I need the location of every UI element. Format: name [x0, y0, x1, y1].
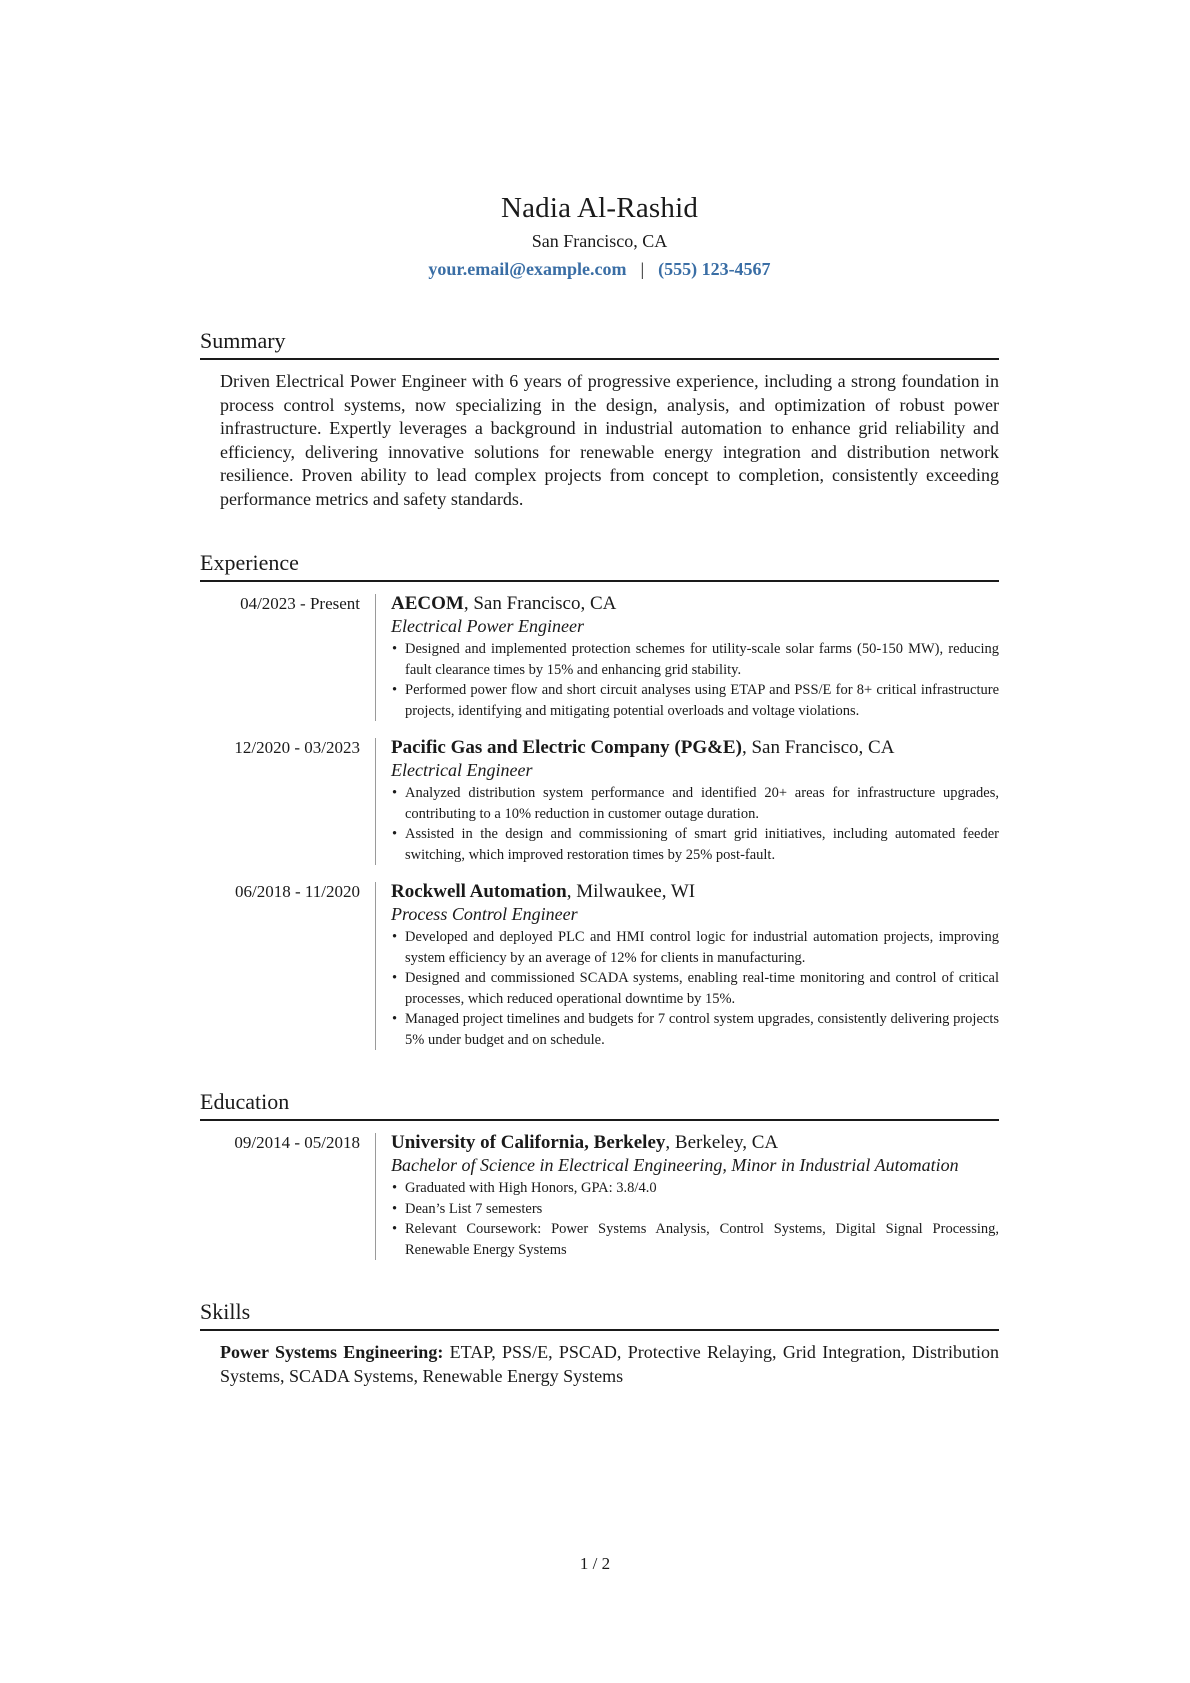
bullet-item: • Developed and deployed PLC and HMI control logic for industrial automation projects, improving system efficiency by an average of 12% for clients in manufacturing. — [391, 927, 999, 968]
skills-heading: Skills — [200, 1298, 999, 1331]
entry-heading — [391, 592, 999, 615]
summary-heading: Summary — [200, 327, 999, 360]
email-link[interactable]: your.email@example.com — [428, 259, 627, 279]
entry-organization: AECOM — [391, 593, 464, 614]
experience-heading: Experience — [200, 549, 999, 582]
experience-entry — [200, 736, 999, 865]
entry-body — [376, 1131, 999, 1260]
entry-bullets — [391, 783, 999, 865]
entry-heading — [391, 736, 999, 759]
entry-dates: 12/2020 - 03/2023 — [234, 738, 360, 757]
education-section — [200, 1088, 999, 1260]
entry-role: Process Control Engineer — [391, 904, 578, 924]
entry-role: Electrical Power Engineer — [391, 616, 584, 636]
page-number: 1 / 2 — [579, 1554, 611, 1573]
bullet-item: • Dean’s List 7 semesters — [391, 1199, 999, 1220]
skills-section — [200, 1298, 999, 1388]
bullet-item: • Performed power flow and short circuit analyses using ETAP and PSS/E for 8+ critical infrastructure projects, identifying and mitigating potential overloads and voltage violations. — [391, 680, 999, 721]
entry-location: , Milwaukee, WI — [566, 881, 696, 902]
entry-dates: 09/2014 - 05/2018 — [234, 1133, 360, 1152]
entry-body — [376, 592, 999, 721]
entry-bullets — [391, 927, 999, 1050]
skills-list: ETAP, PSS/E, PSCAD, Protective Relaying, Grid Integration, Distribution Systems, SCADA Systems, Renewable Energy Systems — [220, 1342, 999, 1386]
entry-heading — [391, 1131, 999, 1154]
entry-degree: Bachelor of Science in Electrical Engineering, Minor in Industrial Automation — [391, 1155, 959, 1175]
entry-organization: University of California, Berkeley — [391, 1132, 666, 1153]
summary-section — [200, 327, 999, 511]
entry-bullets — [391, 639, 999, 721]
bullet-item: • Assisted in the design and commissioning of smart grid initiatives, including automated feeder switching, which improved restoration times by 25% post-fault. — [391, 824, 999, 865]
phone-link[interactable]: (555) 123-4567 — [658, 259, 771, 279]
entry-organization: Rockwell Automation — [391, 881, 567, 902]
candidate-name: Nadia Al-Rashid — [500, 192, 699, 224]
experience-section — [200, 549, 999, 1050]
entry-organization: Pacific Gas and Electric Company (PG&E) — [391, 737, 742, 758]
summary-text: Driven Electrical Power Engineer with 6 years of progressive experience, including a strong foundation in process control systems, now specializing in the design, analysis, and optimization of robust power infrastructure. Expertly leverages a background in industrial automation to enhance grid reliability and efficiency, delivering innovative solutions for renewable energy integration and distribution network resilience. Proven ability to lead complex projects from concept to completion, consistently exceeding performance metrics and safety standards. — [220, 371, 999, 509]
resume-header — [200, 190, 999, 282]
entry-location: , Berkeley, CA — [665, 1132, 779, 1153]
entry-bullets — [391, 1178, 999, 1260]
experience-entry — [200, 592, 999, 721]
education-heading: Education — [200, 1088, 999, 1121]
bullet-item: • Managed project timelines and budgets for 7 control system upgrades, consistently delivering projects 5% under budget and on schedule. — [391, 1009, 999, 1050]
bullet-item: • Analyzed distribution system performance and identified 20+ areas for infrastructure upgrades, contributing to a 10% reduction in customer outage duration. — [391, 783, 999, 824]
resume-page — [200, 190, 999, 1388]
skills-category: Power Systems Engineering: — [220, 1342, 444, 1362]
entry-location: , San Francisco, CA — [741, 737, 895, 758]
contact-separator: | — [640, 259, 645, 279]
bullet-item: • Relevant Coursework: Power Systems Analysis, Control Systems, Digital Signal Processing, Renewable Energy Systems — [391, 1219, 999, 1260]
contact-line — [200, 256, 999, 282]
entry-dates: 04/2023 - Present — [240, 594, 360, 613]
candidate-location: San Francisco, CA — [531, 231, 668, 251]
entry-body — [376, 880, 999, 1050]
entry-role: Electrical Engineer — [391, 760, 533, 780]
bullet-item: • Designed and implemented protection schemes for utility-scale solar farms (50-150 MW), reducing fault clearance times by 15% and enhancing grid stability. — [391, 639, 999, 680]
entry-dates: 06/2018 - 11/2020 — [235, 882, 360, 901]
bullet-item: • Graduated with High Honors, GPA: 3.8/4.0 — [391, 1178, 999, 1199]
skills-line — [220, 1341, 999, 1388]
experience-entry — [200, 880, 999, 1050]
education-entry — [200, 1131, 999, 1260]
bullet-item: • Designed and commissioned SCADA systems, enabling real-time monitoring and control of critical processes, which reduced operational downtime by 15%. — [391, 968, 999, 1009]
entry-location: , San Francisco, CA — [463, 593, 617, 614]
entry-heading — [391, 880, 999, 903]
entry-body — [376, 736, 999, 865]
